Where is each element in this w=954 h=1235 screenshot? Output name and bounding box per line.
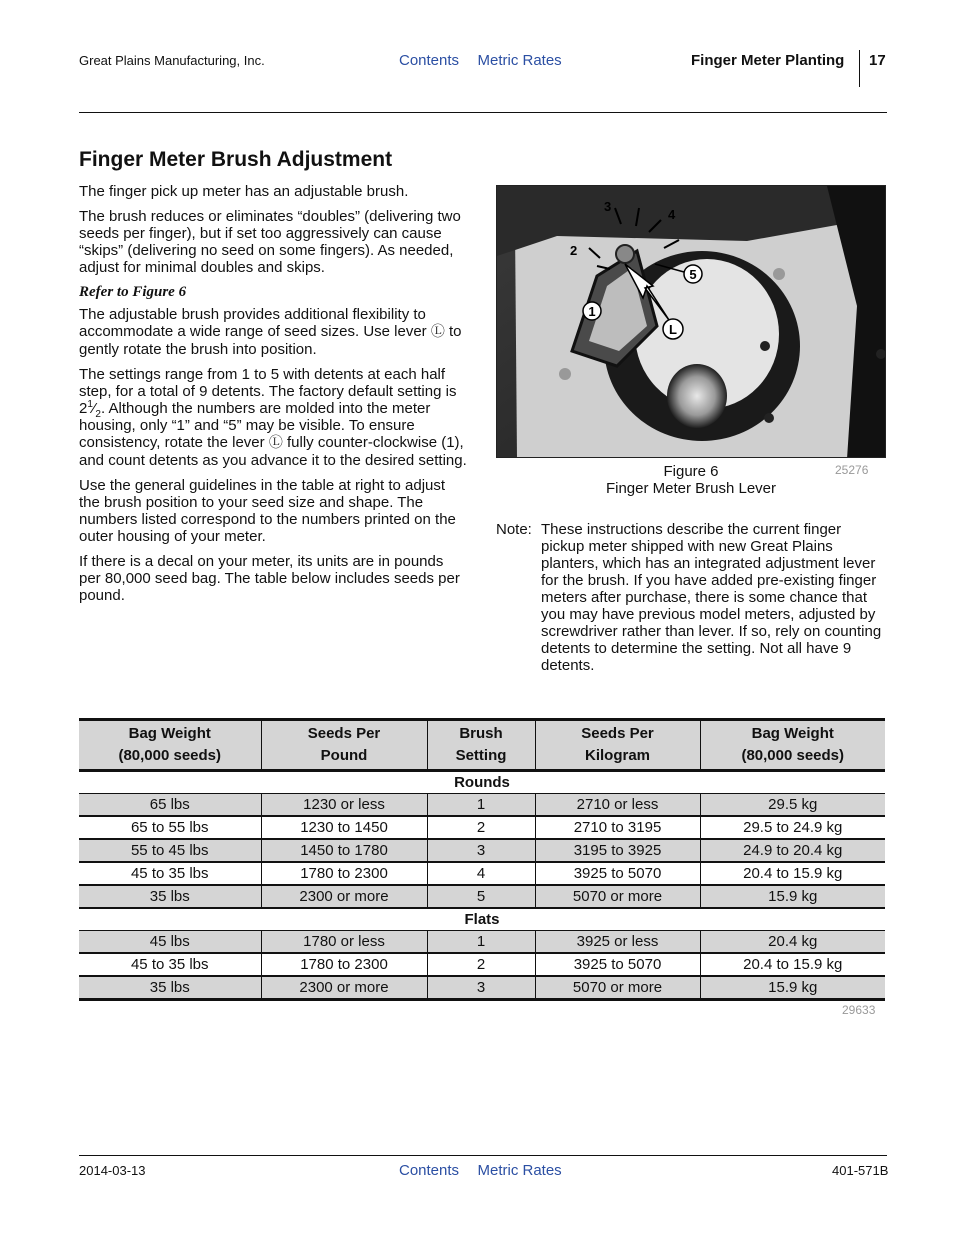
paragraph-guidelines: Use the general guidelines in the table at right to adjust the brush position to your seed size and shape. The numbers listed correspond to the numbers printed on the outer housing of your meter.: [79, 477, 456, 545]
footer-metric-rates-link[interactable]: Metric Rates: [477, 1162, 562, 1179]
table-id: 29633: [842, 1003, 876, 1017]
header-bag-weight-lbs: Bag Weight (80,000 seeds): [79, 720, 261, 771]
figure-id: 25276: [835, 463, 869, 477]
header-links: [399, 52, 576, 70]
header-bag-weight-kg: Bag Weight (80,000 seeds): [700, 720, 885, 771]
brush-setting-table: [79, 718, 885, 1001]
table-row: 35 lbs 2300 or more 3 5070 or more 15.9 kg: [79, 976, 885, 1000]
header-metric-rates-link[interactable]: Metric Rates: [477, 52, 562, 69]
table-row: 45 lbs 1780 or less 1 3925 or less 20.4 kg: [79, 931, 885, 954]
table-row: 55 to 45 lbs 1450 to 1780 3 3195 to 3925 24.9 to 20.4 kg: [79, 839, 885, 862]
header-contents-link[interactable]: Contents: [399, 52, 460, 69]
callout-5: 5: [689, 267, 697, 282]
fraction-slash: ⁄: [92, 400, 96, 417]
callout-3: 3: [604, 199, 612, 214]
paragraph-lever: The adjustable brush provides additional flexibility to accommodate a wide range of seed sizes. Use lever Ⓛ to gently rotate the brush into position.: [79, 306, 462, 358]
figure-reference: Refer to Figure 6: [79, 284, 187, 300]
bolt: [559, 368, 571, 380]
header-brush-setting: Brush Setting: [427, 720, 535, 771]
table-row: 45 to 35 lbs 1780 to 2300 2 3925 to 5070 20.4 to 15.9 kg: [79, 953, 885, 976]
bolt: [876, 349, 886, 359]
table-row: 65 lbs 1230 or less 1 2710 or less 29.5 kg: [79, 794, 885, 817]
note-text: These instructions describe the current finger pickup meter shipped with new Great Plains planters, which has an integrated adjustment lever for the brush. If you have added pre-existing finger meters after purchase, there is some chance that you may have previous model meters, adjusted by screwdriver rather than lever. If so, rely on counting detents to determine the setting. Not all have 9 detents.: [541, 521, 882, 674]
group-row-rounds: Rounds: [79, 771, 885, 794]
fraction-numerator: 1: [87, 399, 93, 410]
paragraph-decal: If there is a decal on your meter, its units are in pounds per 80,000 seed bag. The table below includes seeds per pound.: [79, 553, 460, 604]
figure-title: Finger Meter Brush Lever: [605, 480, 777, 497]
lever-symbol: Ⓛ: [268, 435, 283, 451]
bolt: [764, 413, 774, 423]
bolt: [773, 268, 785, 280]
note-block: [496, 521, 888, 674]
header-seeds-per-kilogram: Seeds Per Kilogram: [535, 720, 700, 771]
fraction-denominator: 2: [95, 409, 101, 420]
meter-photo-illustration: [497, 186, 886, 458]
footer-doc-number: 401-571B: [832, 1163, 889, 1178]
header-rule: [79, 112, 887, 113]
header-section-title: Finger Meter Planting: [691, 52, 845, 69]
bolt: [760, 341, 770, 351]
figure-number: Figure 6: [663, 463, 719, 480]
footer-contents-link[interactable]: Contents: [399, 1162, 460, 1179]
page-number: 17: [869, 52, 886, 69]
table-header-row: [79, 720, 885, 771]
seed-outlet: [667, 364, 727, 428]
group-row-flats: Flats: [79, 908, 885, 931]
footer-links: [399, 1162, 576, 1180]
paragraph-doubles-skips: The brush reduces or eliminates “doubles” (delivering two seeds per finger), but if set too aggressively can cause “skips” (delivering no seed on some fingers). As needed, adjust for minimal doubles and skips.: [79, 208, 461, 276]
figure-photo: [496, 185, 886, 458]
note-label: Note:: [496, 521, 532, 538]
callout-1: 1: [588, 304, 596, 319]
table-row: 45 to 35 lbs 1780 to 2300 4 3925 to 5070 20.4 to 15.9 kg: [79, 862, 885, 885]
header-divider: [859, 50, 860, 87]
paragraph-intro: The finger pick up meter has an adjustable brush.: [79, 183, 409, 200]
header-company: Great Plains Manufacturing, Inc.: [79, 53, 265, 68]
footer-date: 2014-03-13: [79, 1163, 146, 1178]
callout-l: L: [669, 322, 677, 337]
footer-rule: [79, 1155, 887, 1156]
header-seeds-per-pound: Seeds Per Pound: [261, 720, 427, 771]
lever-symbol: Ⓛ: [430, 324, 445, 340]
table-row: 35 lbs 2300 or more 5 5070 or more 15.9 kg: [79, 885, 885, 908]
page-title: Finger Meter Brush Adjustment: [79, 148, 393, 171]
table-row: 65 to 55 lbs 1230 to 1450 2 2710 to 3195 29.5 to 24.9 kg: [79, 816, 885, 839]
body-text: [79, 183, 469, 612]
paragraph-settings: The settings range from 1 to 5 with detents at each half step, for a total of 9 detents. The factory default setting is $2^1⁄_2$. Although the numbers are molded into the meter housing, only “1” and “5” may be visible. To ensure consistency, rotate the lever Ⓛ fully counter-clockwise (1), and count detents as you advance it to the desired setting.: [79, 366, 467, 469]
callout-2: 2: [570, 243, 578, 258]
figure-caption: [496, 463, 886, 497]
callout-4: 4: [668, 207, 676, 222]
lever-pivot: [616, 245, 634, 263]
